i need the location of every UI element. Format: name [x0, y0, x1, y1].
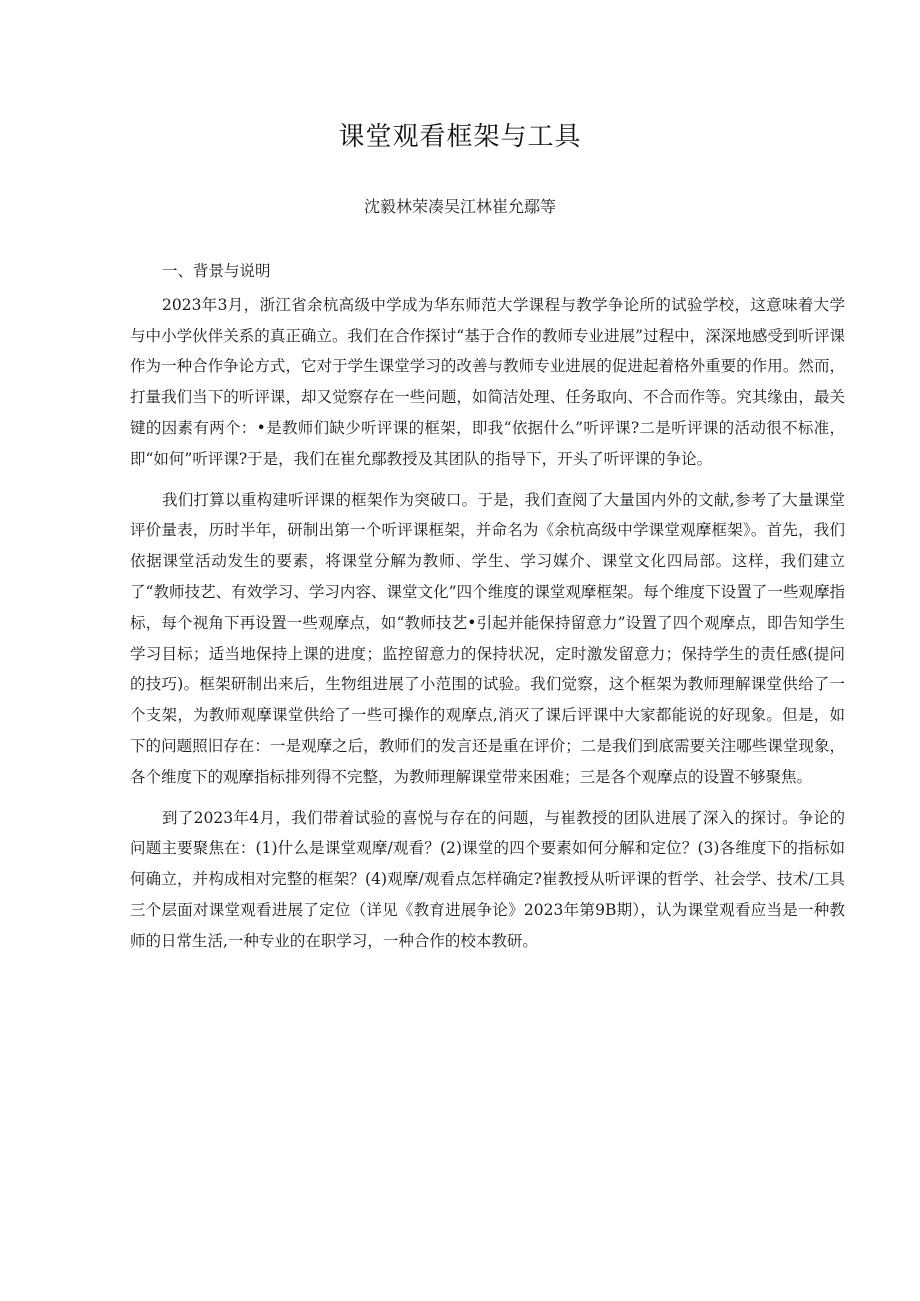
- document-body: [130, 256, 845, 957]
- paragraph-2: 我们打算以重构建听评课的框架作为突破口。于是，我们查阅了大量国内外的文献,参考了大量课堂评价量表，历时半年，研制出第一个听评课框架，并命名为《余杭高级中学课堂观摩框架》。首先，我们依据课堂活动发生的要素，将课堂分解为教师、学生、学习媒介、课堂文化四局部。这样，我们建立了“教师技艺、有效学习、学习内容、课堂文化”四个维度的课堂观摩框架。每个维度下设置了一些观摩指标，每个视角下再设置一些观摩点，如“教师技艺•引起并能保持留意力”设置了四个观摩点，即告知学生学习目标；适当地保持上课的进度；监控留意力的保持状况，定时激发留意力；保持学生的责任感(提问的技巧)。框架研制出来后，生物组进展了小范围的试验。我们觉察，这个框架为教师理解课堂供给了一个支架，为教师观摩课堂供给了一些可操作的观摩点,消灭了课后评课中大家都能说的好现象。但是，如下的问题照旧存在：一是观摩之后，教师们的发言还是重在评价；二是我们到底需要关注哪些课堂现象，各个维度下的观摩指标排列得不完整，为教师理解课堂带来困难；三是各个观摩点的设置不够聚焦。: [130, 490, 845, 786]
- paragraph-1: 2023年3月，浙江省余杭高级中学成为华东师范大学课程与教学争论所的试验学校，这意味着大学与中小学伙伴关系的真正确立。我们在合作探讨“基于合作的教师专业进展”过程中，深深地感受到听评课作为一种合作争论方式，它对于学生课堂学习的改善与教师专业进展的促进起着格外重要的作用。然而，打量我们当下的听评课，却又觉察存在一些问题，如简洁处理、任务取向、不合而作等。究其缘由，最关键的因素有两个：•是教师们缺少听评课的框架，即我“依据什么”听评课?二是听评课的活动很不标准，即“如何”听评课?于是，我们在崔允鄢教授及其团队的指导下，开头了听评课的争论。: [130, 295, 845, 468]
- document-title: 课堂观看框架与工具: [338, 122, 582, 152]
- paragraph-3: 到了2023年4月，我们带着试验的喜悦与存在的问题，与崔教授的团队进展了深入的探讨。争论的问题主要聚焦在：(1)什么是课堂观摩/观看？(2)课堂的四个要素如何分解和定位？(3)各维度下的指标如何确立，并构成相对完整的框架？(4)观摩/观看点怎样确定?崔教授从听评课的哲学、社会学、技术/工具三个层面对课堂观看进展了定位（详见《教育进展争论》2023年第9B期），认为课堂观看应当是一种教师的日常生活,一种专业的在职学习，一种合作的校本教研。: [130, 808, 845, 950]
- section-heading: 一、背景与说明: [162, 262, 271, 280]
- document-authors: 沈毅林荣凑吴江林崔允鄢等: [363, 197, 556, 216]
